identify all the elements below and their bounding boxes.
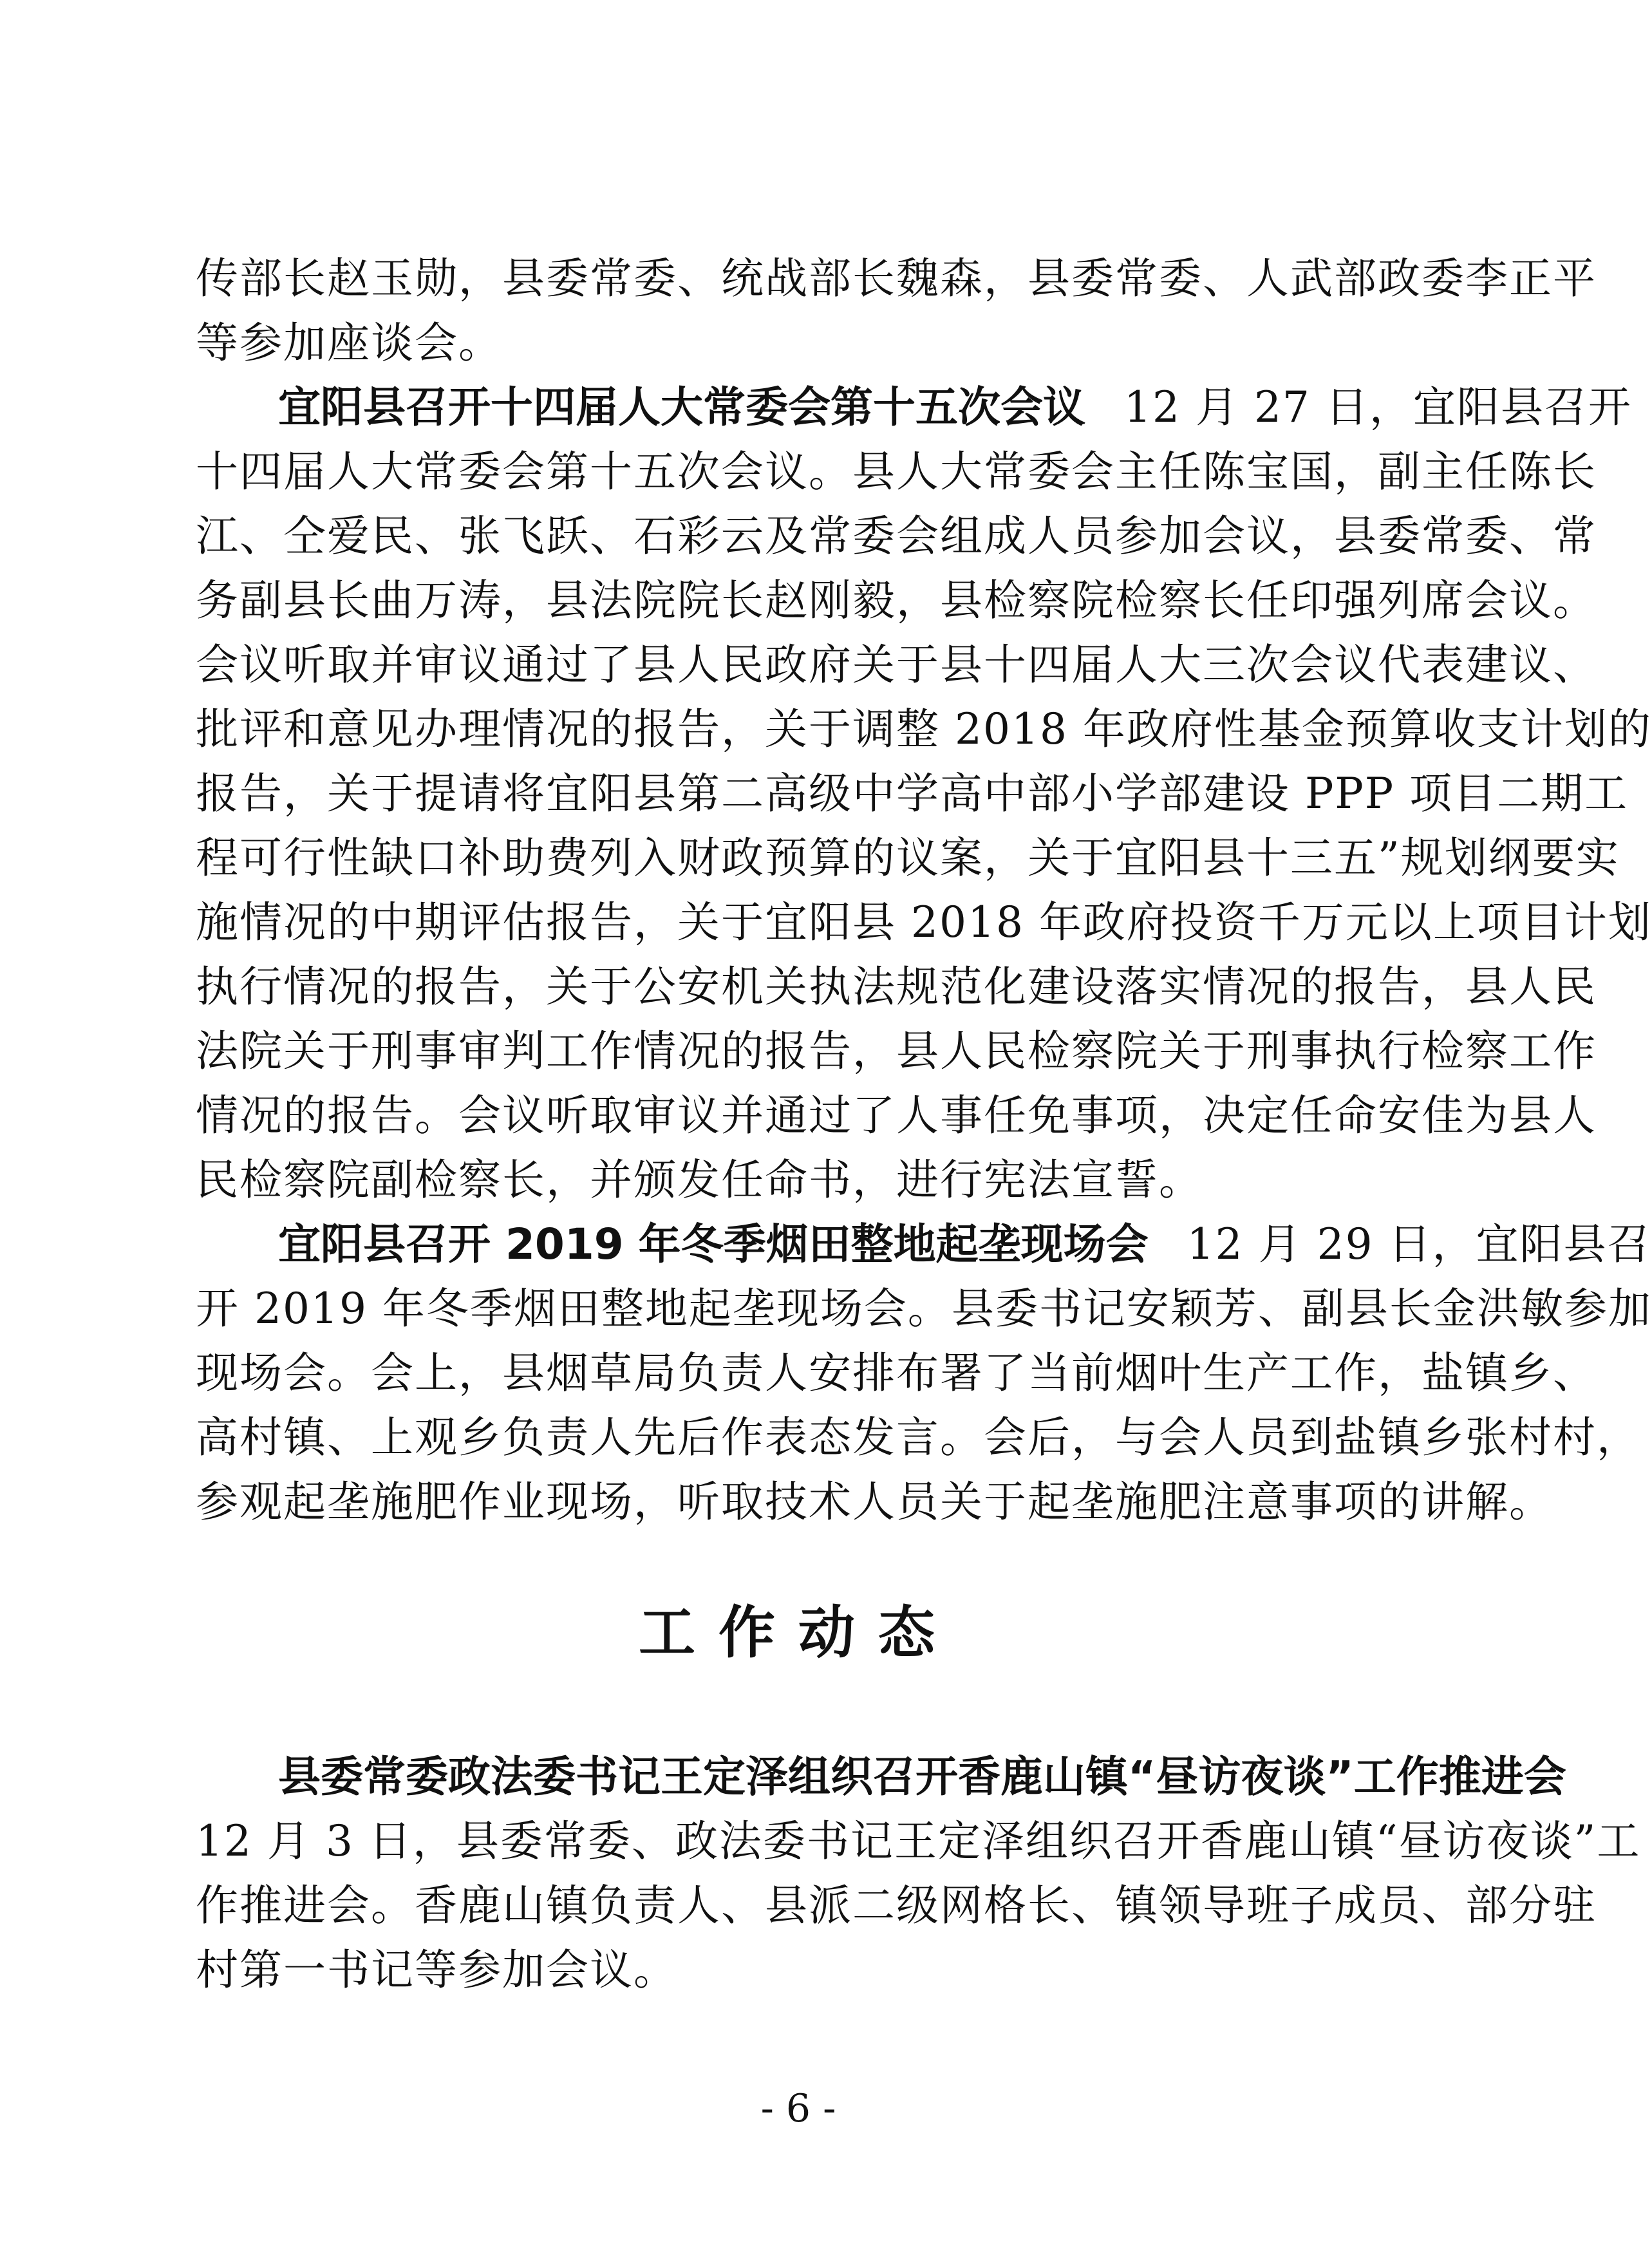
news-item-lead: 12 月 29 日，宜阳县召 [1187,1219,1651,1269]
text-line: 民检察院副检察长，并颁发任命书，进行宪法宣誓。 [196,1155,1203,1205]
text-line: 现场会。会上，县烟草局负责人安排布署了当前烟叶生产工作，盐镇乡、 [196,1348,1597,1398]
news-item-title: 宜阳县召开 2019 年冬季烟田整地起垄现场会 [278,1219,1149,1269]
text-line: 十四届人大常委会第十五次会议。县人大常委会主任陈宝国，副主任陈长 [196,447,1597,496]
text-line: 等参加座谈会。 [196,318,502,368]
page-number: - 6 - [760,2086,836,2131]
text-line: 开 2019 年冬季烟田整地起垄现场会。县委书记安颖芳、副县长金洪敏参加 [196,1284,1652,1333]
text-line: 情况的报告。会议听取审议并通过了人事任免事项，决定任命安佳为县人 [196,1091,1597,1140]
text-line: 作推进会。香鹿山镇负责人、县派二级网格长、镇领导班子成员、部分驻 [196,1881,1597,1930]
text-line: 程可行性缺口补助费列入财政预算的议案，关于宜阳县十三五”规划纲要实 [196,833,1620,883]
news-item-people-congress-heading [278,375,1632,440]
news-item-tobacco-heading [278,1212,1651,1277]
text-line: 参观起垄施肥作业现场，听取技术人员关于起垄施肥注意事项的讲解。 [196,1477,1553,1527]
news-item-work-title: 县委常委政法委书记王定泽组织召开香鹿山镇“昼访夜谈”工作推进会 [278,1752,1566,1802]
text-line: 批评和意见办理情况的报告，关于调整 2018 年政府性基金预算收支计划的 [196,704,1652,754]
text-line: 施情况的中期评估报告，关于宜阳县 2018 年政府投资千万元以上项目计划 [196,898,1652,947]
text-line: 务副县长曲万涛，县法院院长赵刚毅，县检察院检察长任印强列席会议。 [196,576,1597,625]
section-title: 工作动态 [638,1599,958,1666]
text-line: 会议听取并审议通过了县人民政府关于县十四届人大三次会议代表建议、 [196,640,1597,690]
text-line: 执行情况的报告，关于公安机关执法规范化建设落实情况的报告，县人民 [196,962,1597,1011]
text-line: 江、仝爱民、张飞跃、石彩云及常委会组成人员参加会议，县委常委、常 [196,511,1597,561]
text-line: 村第一书记等参加会议。 [196,1945,677,1995]
text-line: 传部长赵玉勋，县委常委、统战部长魏森，县委常委、人武部政委李正平 [196,254,1597,303]
text-line: 12 月 3 日，县委常委、政法委书记王定泽组织召开香鹿山镇“昼访夜谈”工 [196,1816,1641,1866]
text-line: 报告，关于提请将宜阳县第二高级中学高中部小学部建设 PPP 项目二期工 [196,769,1629,818]
text-line: 高村镇、上观乡负责人先后作表态发言。会后，与会人员到盐镇乡张村村， [196,1413,1640,1462]
news-item-lead: 12 月 27 日，宜阳县召开 [1124,382,1632,432]
text-line: 法院关于刑事审判工作情况的报告，县人民检察院关于刑事执行检察工作 [196,1026,1597,1076]
news-item-title: 宜阳县召开十四届人大常委会第十五次会议 [278,382,1085,432]
